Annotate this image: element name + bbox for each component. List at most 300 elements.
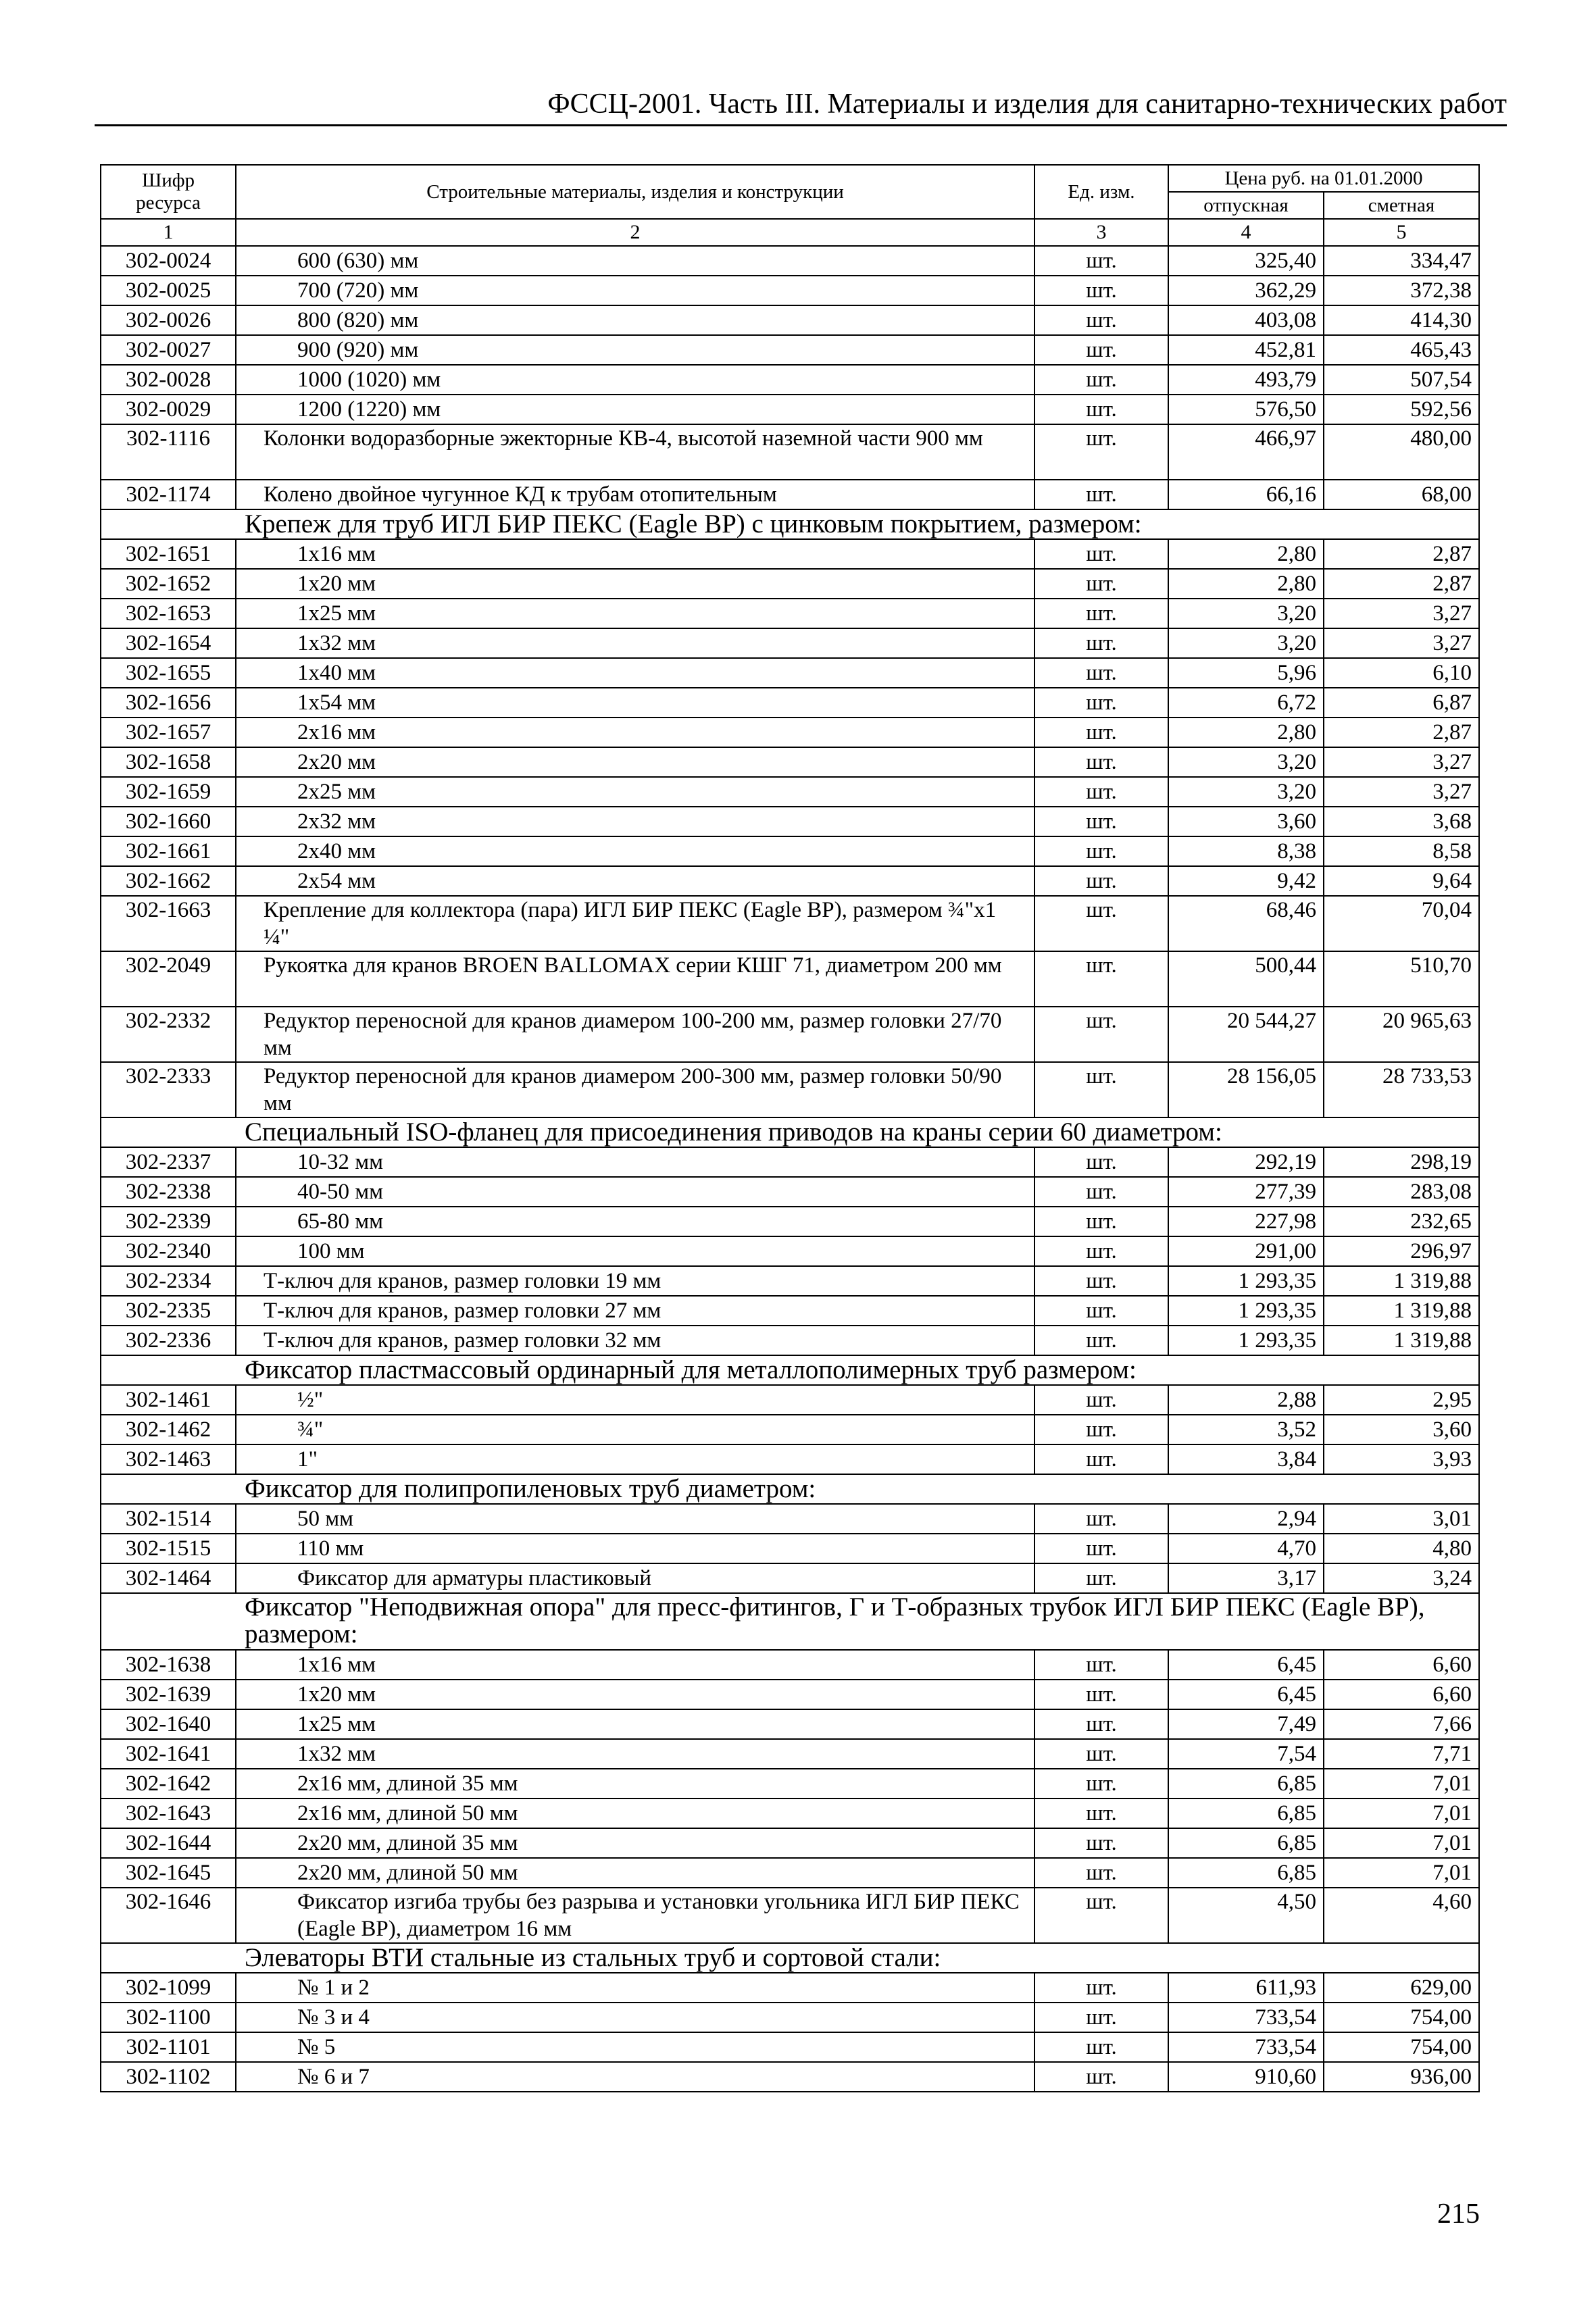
resource-code: 302-0028: [101, 365, 236, 395]
resource-code: 302-2339: [101, 1207, 236, 1236]
header-rule: [95, 124, 1507, 126]
item-name: Фиксатор изгиба трубы без разрыва и установки угольника ИГЛ БИР ПЕКС (Eagle BP), диаметром 16 мм: [236, 1888, 1034, 1943]
price-estimate: 7,01: [1324, 1828, 1479, 1858]
price-release: 6,85: [1168, 1769, 1324, 1799]
price-estimate: 298,19: [1324, 1147, 1479, 1177]
table-row: [101, 246, 1479, 276]
item-name: 110 мм: [236, 1534, 1034, 1563]
resource-code: 302-1652: [101, 569, 236, 599]
unit-cell: шт.: [1034, 1147, 1168, 1177]
unit-cell: шт.: [1034, 1326, 1168, 1355]
price-estimate: 3,60: [1324, 1415, 1479, 1444]
price-estimate: 6,60: [1324, 1650, 1479, 1680]
section-heading: Элеваторы ВТИ стальные из стальных труб и сортовой стали:: [101, 1943, 1479, 1973]
unit-cell: шт.: [1034, 424, 1168, 480]
price-release: 3,20: [1168, 599, 1324, 628]
unit-cell: шт.: [1034, 1207, 1168, 1236]
column-number: 3: [1034, 219, 1168, 246]
table-row: [101, 807, 1479, 836]
price-release: 452,81: [1168, 335, 1324, 365]
unit-cell: шт.: [1034, 539, 1168, 569]
resource-code: 302-1644: [101, 1828, 236, 1858]
table-row: [101, 1739, 1479, 1769]
price-estimate: 1 319,88: [1324, 1266, 1479, 1296]
unit-cell: шт.: [1034, 1973, 1168, 2003]
unit-cell: шт.: [1034, 1739, 1168, 1769]
item-name: 1x25 мм: [236, 599, 1034, 628]
unit-cell: шт.: [1034, 1680, 1168, 1709]
section-heading: Фиксатор пластмассовый ординарный для металлополимерных труб размером:: [101, 1355, 1479, 1385]
unit-cell: шт.: [1034, 1799, 1168, 1828]
price-release: 466,97: [1168, 424, 1324, 480]
col-header-code: Шифр ресурса: [101, 165, 236, 219]
price-release: 325,40: [1168, 246, 1324, 276]
table-row: [101, 569, 1479, 599]
price-estimate: 936,00: [1324, 2062, 1479, 2092]
price-estimate: 3,93: [1324, 1444, 1479, 1474]
item-name: 2x40 мм: [236, 836, 1034, 866]
resource-code: 302-2340: [101, 1236, 236, 1266]
resource-code: 302-1461: [101, 1385, 236, 1415]
table-row: [101, 1680, 1479, 1709]
item-name: Редуктор переносной для кранов диамером 100-200 мм, размер головки 27/70 мм: [236, 1007, 1034, 1062]
unit-cell: шт.: [1034, 1563, 1168, 1593]
col-header-name: Строительные материалы, изделия и конструкции: [236, 165, 1034, 219]
table-row: [101, 1973, 1479, 2003]
price-estimate: 7,71: [1324, 1739, 1479, 1769]
item-name: 10-32 мм: [236, 1147, 1034, 1177]
item-name: 2x20 мм: [236, 747, 1034, 777]
price-estimate: 372,38: [1324, 276, 1479, 305]
price-estimate: 465,43: [1324, 335, 1479, 365]
item-name: 1x20 мм: [236, 569, 1034, 599]
price-estimate: 7,66: [1324, 1709, 1479, 1739]
column-number: 2: [236, 219, 1034, 246]
unit-cell: шт.: [1034, 1534, 1168, 1563]
price-estimate: 1 319,88: [1324, 1326, 1479, 1355]
item-name: 1x54 мм: [236, 688, 1034, 718]
resource-code: 302-1643: [101, 1799, 236, 1828]
unit-cell: шт.: [1034, 1858, 1168, 1888]
price-estimate: 3,01: [1324, 1504, 1479, 1534]
table-row: [101, 1504, 1479, 1534]
table-row: [101, 1207, 1479, 1236]
price-release: 4,50: [1168, 1888, 1324, 1943]
resource-code: 302-1100: [101, 2003, 236, 2032]
unit-cell: шт.: [1034, 1650, 1168, 1680]
unit-cell: шт.: [1034, 1296, 1168, 1326]
unit-cell: шт.: [1034, 2062, 1168, 2092]
resource-code: 302-1645: [101, 1858, 236, 1888]
resource-code: 302-1101: [101, 2032, 236, 2062]
section-heading-row: [101, 1593, 1479, 1650]
price-estimate: 754,00: [1324, 2003, 1479, 2032]
item-name: 2x16 мм, длиной 35 мм: [236, 1769, 1034, 1799]
table-row: [101, 747, 1479, 777]
price-release: 8,38: [1168, 836, 1324, 866]
price-estimate: 2,87: [1324, 539, 1479, 569]
resource-code: 302-1661: [101, 836, 236, 866]
price-estimate: 480,00: [1324, 424, 1479, 480]
price-release: 910,60: [1168, 2062, 1324, 2092]
resource-code: 302-1653: [101, 599, 236, 628]
price-estimate: 232,65: [1324, 1207, 1479, 1236]
resource-code: 302-1663: [101, 896, 236, 951]
price-estimate: 4,80: [1324, 1534, 1479, 1563]
price-release: 2,88: [1168, 1385, 1324, 1415]
resource-code: 302-1659: [101, 777, 236, 807]
unit-cell: шт.: [1034, 777, 1168, 807]
table-row: [101, 896, 1479, 951]
table-row: [101, 424, 1479, 480]
item-name: ½": [236, 1385, 1034, 1415]
table-row: [101, 1326, 1479, 1355]
unit-cell: шт.: [1034, 951, 1168, 1007]
item-name: Фиксатор для арматуры пластиковый: [236, 1563, 1034, 1593]
unit-cell: шт.: [1034, 836, 1168, 866]
price-release: 3,60: [1168, 807, 1324, 836]
page-number: 215: [1437, 2198, 1480, 2230]
price-release: 4,70: [1168, 1534, 1324, 1563]
item-name: Колонки водоразборные эжекторные КВ-4, высотой наземной части 900 мм: [236, 424, 1034, 480]
unit-cell: шт.: [1034, 1828, 1168, 1858]
item-name: 1x32 мм: [236, 628, 1034, 658]
price-estimate: 414,30: [1324, 305, 1479, 335]
unit-cell: шт.: [1034, 1415, 1168, 1444]
price-estimate: 70,04: [1324, 896, 1479, 951]
resource-code: 302-1658: [101, 747, 236, 777]
item-name: Колено двойное чугунное КД к трубам отопительным: [236, 480, 1034, 509]
table-row: [101, 1415, 1479, 1444]
resource-code: 302-1654: [101, 628, 236, 658]
unit-cell: шт.: [1034, 1062, 1168, 1117]
table-row: [101, 539, 1479, 569]
price-estimate: 28 733,53: [1324, 1062, 1479, 1117]
item-name: 1200 (1220) мм: [236, 395, 1034, 424]
price-estimate: 9,64: [1324, 866, 1479, 896]
price-estimate: 592,56: [1324, 395, 1479, 424]
section-heading-row: [101, 1943, 1479, 1973]
item-name: 1x20 мм: [236, 1680, 1034, 1709]
resource-code: 302-0027: [101, 335, 236, 365]
price-release: 6,45: [1168, 1680, 1324, 1709]
unit-cell: шт.: [1034, 1177, 1168, 1207]
price-release: 3,17: [1168, 1563, 1324, 1593]
table-row: [101, 1062, 1479, 1117]
table-row: [101, 836, 1479, 866]
item-name: 65-80 мм: [236, 1207, 1034, 1236]
item-name: 2x20 мм, длиной 50 мм: [236, 1858, 1034, 1888]
price-release: 66,16: [1168, 480, 1324, 509]
price-release: 403,08: [1168, 305, 1324, 335]
price-release: 7,54: [1168, 1739, 1324, 1769]
price-release: 733,54: [1168, 2032, 1324, 2062]
table-row: [101, 658, 1479, 688]
unit-cell: шт.: [1034, 305, 1168, 335]
price-estimate: 3,27: [1324, 777, 1479, 807]
price-estimate: 754,00: [1324, 2032, 1479, 2062]
table-row: [101, 1563, 1479, 1593]
unit-cell: шт.: [1034, 866, 1168, 896]
item-name: 1x16 мм: [236, 1650, 1034, 1680]
table-row: [101, 1177, 1479, 1207]
unit-cell: шт.: [1034, 658, 1168, 688]
price-estimate: 7,01: [1324, 1769, 1479, 1799]
item-name: Т-ключ для кранов, размер головки 27 мм: [236, 1296, 1034, 1326]
price-estimate: 7,01: [1324, 1858, 1479, 1888]
price-release: 3,20: [1168, 628, 1324, 658]
unit-cell: шт.: [1034, 246, 1168, 276]
price-estimate: 4,60: [1324, 1888, 1479, 1943]
price-estimate: 334,47: [1324, 246, 1479, 276]
table-row: [101, 1147, 1479, 1177]
unit-cell: шт.: [1034, 365, 1168, 395]
resource-code: 302-1646: [101, 1888, 236, 1943]
col-header-price-estimate: сметная: [1324, 192, 1479, 219]
table-row: [101, 2032, 1479, 2062]
price-estimate: 1 319,88: [1324, 1296, 1479, 1326]
price-release: 6,85: [1168, 1828, 1324, 1858]
resource-code: 302-2049: [101, 951, 236, 1007]
unit-cell: шт.: [1034, 2032, 1168, 2062]
table-row: [101, 1828, 1479, 1858]
resource-code: 302-1655: [101, 658, 236, 688]
resource-code: 302-1651: [101, 539, 236, 569]
unit-cell: шт.: [1034, 1385, 1168, 1415]
resource-code: 302-1660: [101, 807, 236, 836]
table-row: [101, 1650, 1479, 1680]
price-release: 291,00: [1168, 1236, 1324, 1266]
table-row: [101, 718, 1479, 747]
section-heading-row: [101, 1474, 1479, 1504]
price-estimate: 296,97: [1324, 1236, 1479, 1266]
price-estimate: 3,68: [1324, 807, 1479, 836]
item-name: Т-ключ для кранов, размер головки 19 мм: [236, 1266, 1034, 1296]
col-header-unit: Ед. изм.: [1034, 165, 1168, 219]
resource-code: 302-2336: [101, 1326, 236, 1355]
price-estimate: 507,54: [1324, 365, 1479, 395]
price-release: 292,19: [1168, 1147, 1324, 1177]
price-release: 227,98: [1168, 1207, 1324, 1236]
price-estimate: 510,70: [1324, 951, 1479, 1007]
price-release: 2,80: [1168, 539, 1324, 569]
unit-cell: шт.: [1034, 599, 1168, 628]
item-name: № 3 и 4: [236, 2003, 1034, 2032]
price-release: 362,29: [1168, 276, 1324, 305]
price-estimate: 6,60: [1324, 1680, 1479, 1709]
unit-cell: шт.: [1034, 1709, 1168, 1739]
table-row: [101, 1799, 1479, 1828]
resource-code: 302-1174: [101, 480, 236, 509]
running-title: ФССЦ-2001. Часть III. Материалы и изделия для санитарно-технических работ: [547, 89, 1507, 120]
item-name: 800 (820) мм: [236, 305, 1034, 335]
table-row: [101, 1007, 1479, 1062]
price-table: [100, 164, 1480, 2092]
resource-code: 302-1116: [101, 424, 236, 480]
price-release: 1 293,35: [1168, 1266, 1324, 1296]
unit-cell: шт.: [1034, 718, 1168, 747]
unit-cell: шт.: [1034, 1007, 1168, 1062]
resource-code: 302-1657: [101, 718, 236, 747]
column-numbers-row: [101, 219, 1479, 246]
item-name: 1000 (1020) мм: [236, 365, 1034, 395]
unit-cell: шт.: [1034, 747, 1168, 777]
table-row: [101, 1385, 1479, 1415]
item-name: 50 мм: [236, 1504, 1034, 1534]
item-name: 900 (920) мм: [236, 335, 1034, 365]
col-header-price-release: отпускная: [1168, 192, 1324, 219]
resource-code: 302-1102: [101, 2062, 236, 2092]
price-estimate: 3,27: [1324, 747, 1479, 777]
item-name: Крепление для коллектора (пара) ИГЛ БИР ПЕКС (Eagle BP), размером ¾"x1 ¼": [236, 896, 1034, 951]
price-release: 611,93: [1168, 1973, 1324, 2003]
unit-cell: шт.: [1034, 807, 1168, 836]
table-row: [101, 1444, 1479, 1474]
unit-cell: шт.: [1034, 628, 1168, 658]
price-release: 6,72: [1168, 688, 1324, 718]
price-release: 20 544,27: [1168, 1007, 1324, 1062]
unit-cell: шт.: [1034, 335, 1168, 365]
table-row: [101, 395, 1479, 424]
section-heading-row: [101, 509, 1479, 539]
price-estimate: 8,58: [1324, 836, 1479, 866]
resource-code: 302-1462: [101, 1415, 236, 1444]
item-name: 100 мм: [236, 1236, 1034, 1266]
resource-code: 302-1515: [101, 1534, 236, 1563]
price-release: 5,96: [1168, 658, 1324, 688]
price-estimate: 2,87: [1324, 718, 1479, 747]
resource-code: 302-2338: [101, 1177, 236, 1207]
price-release: 6,85: [1168, 1799, 1324, 1828]
item-name: 2x20 мм, длиной 35 мм: [236, 1828, 1034, 1858]
resource-code: 302-1463: [101, 1444, 236, 1474]
table-row: [101, 2062, 1479, 2092]
item-name: 2x32 мм: [236, 807, 1034, 836]
unit-cell: шт.: [1034, 480, 1168, 509]
price-estimate: 20 965,63: [1324, 1007, 1479, 1062]
table-body: [101, 246, 1479, 2092]
price-release: 277,39: [1168, 1177, 1324, 1207]
item-name: 600 (630) мм: [236, 246, 1034, 276]
item-name: Т-ключ для кранов, размер головки 32 мм: [236, 1326, 1034, 1355]
section-heading: Крепеж для труб ИГЛ БИР ПЕКС (Eagle BP) с цинковым покрытием, размером:: [101, 509, 1479, 539]
item-name: ¾": [236, 1415, 1034, 1444]
table-row: [101, 1858, 1479, 1888]
price-release: 576,50: [1168, 395, 1324, 424]
price-release: 2,80: [1168, 718, 1324, 747]
table-row: [101, 866, 1479, 896]
resource-code: 302-1464: [101, 1563, 236, 1593]
col-header-price-group: Цена руб. на 01.01.2000: [1168, 165, 1479, 192]
price-estimate: 3,27: [1324, 599, 1479, 628]
table-row: [101, 1534, 1479, 1563]
price-estimate: 2,95: [1324, 1385, 1479, 1415]
resource-code: 302-1662: [101, 866, 236, 896]
table-row: [101, 628, 1479, 658]
item-name: № 1 и 2: [236, 1973, 1034, 2003]
table-row: [101, 1709, 1479, 1739]
unit-cell: шт.: [1034, 688, 1168, 718]
column-number: 1: [101, 219, 236, 246]
table-row: [101, 305, 1479, 335]
price-release: 9,42: [1168, 866, 1324, 896]
price-estimate: 6,87: [1324, 688, 1479, 718]
price-estimate: 283,08: [1324, 1177, 1479, 1207]
table-row: [101, 276, 1479, 305]
item-name: 1x40 мм: [236, 658, 1034, 688]
table-row: [101, 480, 1479, 509]
unit-cell: шт.: [1034, 1236, 1168, 1266]
table-row: [101, 1888, 1479, 1943]
price-release: 1 293,35: [1168, 1326, 1324, 1355]
price-release: 1 293,35: [1168, 1296, 1324, 1326]
resource-code: 302-0024: [101, 246, 236, 276]
item-name: 2x16 мм: [236, 718, 1034, 747]
item-name: 1": [236, 1444, 1034, 1474]
price-release: 68,46: [1168, 896, 1324, 951]
unit-cell: шт.: [1034, 1504, 1168, 1534]
item-name: 40-50 мм: [236, 1177, 1034, 1207]
resource-code: 302-2334: [101, 1266, 236, 1296]
section-heading-row: [101, 1355, 1479, 1385]
table-row: [101, 777, 1479, 807]
unit-cell: шт.: [1034, 1266, 1168, 1296]
resource-code: 302-1641: [101, 1739, 236, 1769]
resource-code: 302-2332: [101, 1007, 236, 1062]
table-row: [101, 951, 1479, 1007]
price-estimate: 3,24: [1324, 1563, 1479, 1593]
resource-code: 302-1640: [101, 1709, 236, 1739]
price-release: 7,49: [1168, 1709, 1324, 1739]
price-release: 493,79: [1168, 365, 1324, 395]
unit-cell: шт.: [1034, 569, 1168, 599]
item-name: 1x16 мм: [236, 539, 1034, 569]
item-name: 2x25 мм: [236, 777, 1034, 807]
unit-cell: шт.: [1034, 276, 1168, 305]
item-name: 1x25 мм: [236, 1709, 1034, 1739]
table-row: [101, 335, 1479, 365]
price-release: 2,94: [1168, 1504, 1324, 1534]
table-row: [101, 1266, 1479, 1296]
item-name: Редуктор переносной для кранов диамером 200-300 мм, размер головки 50/90 мм: [236, 1062, 1034, 1117]
price-release: 28 156,05: [1168, 1062, 1324, 1117]
price-release: 2,80: [1168, 569, 1324, 599]
table-row: [101, 1769, 1479, 1799]
table-row: [101, 2003, 1479, 2032]
table-row: [101, 599, 1479, 628]
resource-code: 302-1099: [101, 1973, 236, 2003]
table-row: [101, 365, 1479, 395]
resource-code: 302-2333: [101, 1062, 236, 1117]
table-row: [101, 688, 1479, 718]
price-release: 3,20: [1168, 747, 1324, 777]
price-estimate: 68,00: [1324, 480, 1479, 509]
price-estimate: 629,00: [1324, 1973, 1479, 2003]
unit-cell: шт.: [1034, 1888, 1168, 1943]
resource-code: 302-0025: [101, 276, 236, 305]
price-estimate: 3,27: [1324, 628, 1479, 658]
item-name: 1x32 мм: [236, 1739, 1034, 1769]
item-name: № 6 и 7: [236, 2062, 1034, 2092]
table-row: [101, 1236, 1479, 1266]
table-header: [101, 165, 1479, 246]
item-name: 700 (720) мм: [236, 276, 1034, 305]
price-release: 6,45: [1168, 1650, 1324, 1680]
unit-cell: шт.: [1034, 395, 1168, 424]
price-release: 3,52: [1168, 1415, 1324, 1444]
price-release: 3,20: [1168, 777, 1324, 807]
item-name: № 5: [236, 2032, 1034, 2062]
